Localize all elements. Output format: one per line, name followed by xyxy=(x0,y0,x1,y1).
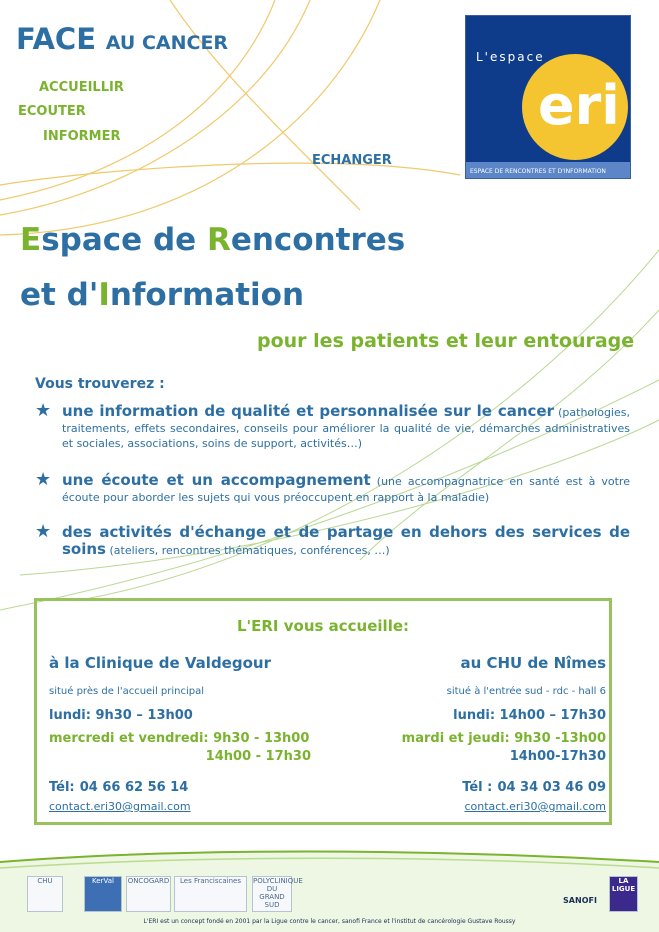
bullet-item-ecoute: une écoute et un accompagnement (une accompagnatrice en santé est à votre écoute pour aborder les sujets qui vous préoccupent en rapport à la maladie) xyxy=(62,471,630,504)
logo-caption: ESPACE DE RENCONTRES ET D'INFORMATION xyxy=(470,168,606,175)
chu-nimes-hours-monday: lundi: 14h00 – 17h30 xyxy=(453,708,606,723)
partner-logo-polyclinique: POLYCLINIQUE DU GRAND SUD xyxy=(252,876,292,912)
verb-accueillir: ACCUEILLIR xyxy=(39,80,124,95)
partner-logo-franciscaines: Les Franciscaines xyxy=(174,876,247,912)
title-line-2: et d'Information xyxy=(20,277,305,313)
welcome-box xyxy=(34,598,612,825)
eri-logo xyxy=(465,15,631,179)
partner-logo-la-ligue: LA LIGUE xyxy=(609,876,638,912)
partner-logo-oncogard: ONCOGARD xyxy=(126,876,171,912)
chu-nimes-hours-afternoon: 14h00-17h30 xyxy=(509,749,606,764)
valdegour-hours-afternoon: 14h00 - 17h30 xyxy=(205,749,311,764)
valdegour-place: à la Clinique de Valdegour xyxy=(49,654,271,672)
footer-text: L'ERI est un concept fondé en 2001 par la Ligue contre le cancer, sanofi France et l'institut de cancérologie Gustave Roussy xyxy=(143,918,516,925)
face-word: FACE xyxy=(16,22,97,56)
partner-logo-chu: CHU xyxy=(27,876,63,912)
title-line-1: Espace de Rencontres xyxy=(20,222,406,258)
chu-nimes-location: situé à l'entrée sud - rdc - hall 6 xyxy=(446,686,606,697)
logo-word: eri xyxy=(538,74,620,137)
valdegour-email-link[interactable]: contact.eri30@gmail.com xyxy=(49,800,191,813)
star-icon: ★ xyxy=(35,521,52,542)
verb-informer: INFORMER xyxy=(43,129,121,144)
partner-logo-kerval: KerVal xyxy=(84,876,122,912)
chu-nimes-email-link[interactable]: contact.eri30@gmail.com xyxy=(464,800,606,813)
chu-nimes-phone: Tél : 04 34 03 46 09 xyxy=(462,780,606,795)
partner-logo-sanofi: SANOFI xyxy=(563,896,597,905)
au-cancer-words: AU CANCER xyxy=(105,32,229,54)
bullet-item-information: une information de qualité et personnalisée sur le cancer (pathologies, traitements, effets secondaires, conseils pour améliorer la qualité de vie, démarches administratives et sociales, associations, soins de support, activités…) xyxy=(62,402,630,450)
box-title: L'ERI vous accueille: xyxy=(236,617,410,635)
face-au-cancer-heading xyxy=(16,22,228,56)
valdegour-hours-monday: lundi: 9h30 – 13h00 xyxy=(49,708,193,723)
bullet-item-activites: des activités d'échange et de partage en dehors des services de soins (ateliers, rencontres thématiques, conférences, …) xyxy=(62,523,630,558)
verb-ecouter: ECOUTER xyxy=(18,104,86,119)
subtitle: pour les patients et leur entourage xyxy=(257,330,635,352)
intro-text: Vous trouverez : xyxy=(35,376,165,392)
valdegour-phone: Tél: 04 66 62 56 14 xyxy=(49,780,189,795)
chu-nimes-hours-tue-thu: mardi et jeudi: 9h30 -13h00 xyxy=(401,731,606,746)
valdegour-hours-wed-fri: mercredi et vendredi: 9h30 - 13h00 xyxy=(49,731,310,746)
verb-echanger: ECHANGER xyxy=(312,153,392,168)
chu-nimes-place: au CHU de Nîmes xyxy=(460,654,606,672)
logo-prefix: L'espace xyxy=(476,50,545,64)
valdegour-location: situé près de l'accueil principal xyxy=(49,686,205,697)
star-icon: ★ xyxy=(35,469,52,490)
star-icon: ★ xyxy=(35,400,52,421)
